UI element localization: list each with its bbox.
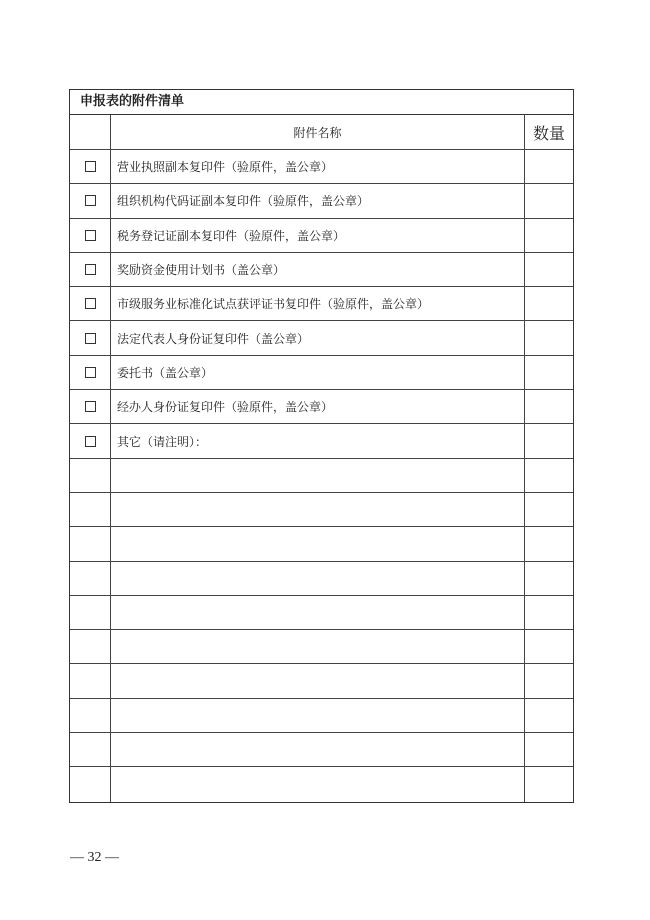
table-row <box>70 424 573 458</box>
blank-quantity-cell[interactable] <box>525 664 573 697</box>
checkbox[interactable] <box>85 298 96 309</box>
blank-name-cell[interactable] <box>111 699 525 732</box>
page-number: — 32 — <box>70 850 119 865</box>
blank-cell <box>70 664 111 697</box>
attachment-name: 委托书（盖公章） <box>111 356 525 389</box>
blank-row <box>70 562 573 596</box>
checkbox[interactable] <box>85 195 96 206</box>
blank-name-cell[interactable] <box>111 733 525 766</box>
attachment-name: 市级服务业标准化试点获评证书复印件（验原件，盖公章） <box>111 287 525 320</box>
quantity-cell[interactable] <box>525 184 573 217</box>
attachment-name: 营业执照副本复印件（验原件，盖公章） <box>111 150 525 183</box>
blank-name-cell[interactable] <box>111 562 525 595</box>
blank-cell <box>70 767 111 801</box>
quantity-cell[interactable] <box>525 150 573 183</box>
checkbox-cell <box>70 253 111 286</box>
blank-name-cell[interactable] <box>111 664 525 697</box>
blank-quantity-cell[interactable] <box>525 596 573 629</box>
attachment-checklist-table <box>69 89 574 803</box>
blank-cell <box>70 493 111 526</box>
checkbox-cell <box>70 219 111 252</box>
header-checkbox-column <box>70 115 111 149</box>
blank-row <box>70 767 573 801</box>
blank-quantity-cell[interactable] <box>525 630 573 663</box>
table-row <box>70 150 573 184</box>
blank-row <box>70 664 573 698</box>
checkbox[interactable] <box>85 230 96 241</box>
blank-quantity-cell[interactable] <box>525 493 573 526</box>
checkbox[interactable] <box>85 367 96 378</box>
attachment-name: 组织机构代码证副本复印件（验原件，盖公章） <box>111 184 525 217</box>
quantity-cell[interactable] <box>525 356 573 389</box>
checkbox-cell <box>70 287 111 320</box>
quantity-cell[interactable] <box>525 390 573 423</box>
blank-name-cell[interactable] <box>111 596 525 629</box>
attachment-name: 税务登记证副本复印件（验原件，盖公章） <box>111 219 525 252</box>
checkbox-cell <box>70 150 111 183</box>
checkbox-cell <box>70 321 111 354</box>
blank-cell <box>70 527 111 560</box>
blank-cell <box>70 459 111 492</box>
blank-quantity-cell[interactable] <box>525 733 573 766</box>
blank-row <box>70 493 573 527</box>
quantity-cell[interactable] <box>525 253 573 286</box>
blank-cell <box>70 596 111 629</box>
checkbox[interactable] <box>85 436 96 447</box>
table-row <box>70 390 573 424</box>
blank-name-cell[interactable] <box>111 459 525 492</box>
table-row <box>70 356 573 390</box>
blank-name-cell[interactable] <box>111 527 525 560</box>
blank-row <box>70 733 573 767</box>
table-row <box>70 253 573 287</box>
blank-name-cell[interactable] <box>111 767 525 801</box>
checkbox[interactable] <box>85 333 96 344</box>
blank-quantity-cell[interactable] <box>525 459 573 492</box>
blank-row <box>70 527 573 561</box>
column-header-row <box>70 115 573 150</box>
table-row <box>70 184 573 218</box>
checkbox-cell <box>70 356 111 389</box>
checkbox[interactable] <box>85 264 96 275</box>
blank-row <box>70 459 573 493</box>
checkbox-cell <box>70 424 111 457</box>
blank-row <box>70 596 573 630</box>
attachment-name: 其它（请注明）： <box>111 424 525 457</box>
table-row <box>70 287 573 321</box>
blank-cell <box>70 699 111 732</box>
blank-cell <box>70 630 111 663</box>
header-attachment-name: 附件名称 <box>111 115 525 149</box>
quantity-cell[interactable] <box>525 321 573 354</box>
blank-name-cell[interactable] <box>111 630 525 663</box>
blank-name-cell[interactable] <box>111 493 525 526</box>
checkbox-cell <box>70 184 111 217</box>
quantity-cell[interactable] <box>525 287 573 320</box>
attachment-name: 法定代表人身份证复印件（盖公章） <box>111 321 525 354</box>
table-title: 申报表的附件清单 <box>70 90 573 115</box>
header-quantity: 数量 <box>532 123 565 143</box>
quantity-cell[interactable] <box>525 219 573 252</box>
attachment-name: 奖励资金使用计划书（盖公章） <box>111 253 525 286</box>
attachment-name: 经办人身份证复印件（验原件，盖公章） <box>111 390 525 423</box>
checkbox-cell <box>70 390 111 423</box>
blank-cell <box>70 562 111 595</box>
table-row <box>70 219 573 253</box>
blank-quantity-cell[interactable] <box>525 562 573 595</box>
quantity-cell[interactable] <box>525 424 573 457</box>
blank-quantity-cell[interactable] <box>525 527 573 560</box>
checkbox[interactable] <box>85 161 96 172</box>
blank-cell <box>70 733 111 766</box>
table-row <box>70 321 573 355</box>
blank-row <box>70 699 573 733</box>
blank-quantity-cell[interactable] <box>525 767 573 801</box>
blank-row <box>70 630 573 664</box>
checkbox[interactable] <box>85 401 96 412</box>
blank-quantity-cell[interactable] <box>525 699 573 732</box>
